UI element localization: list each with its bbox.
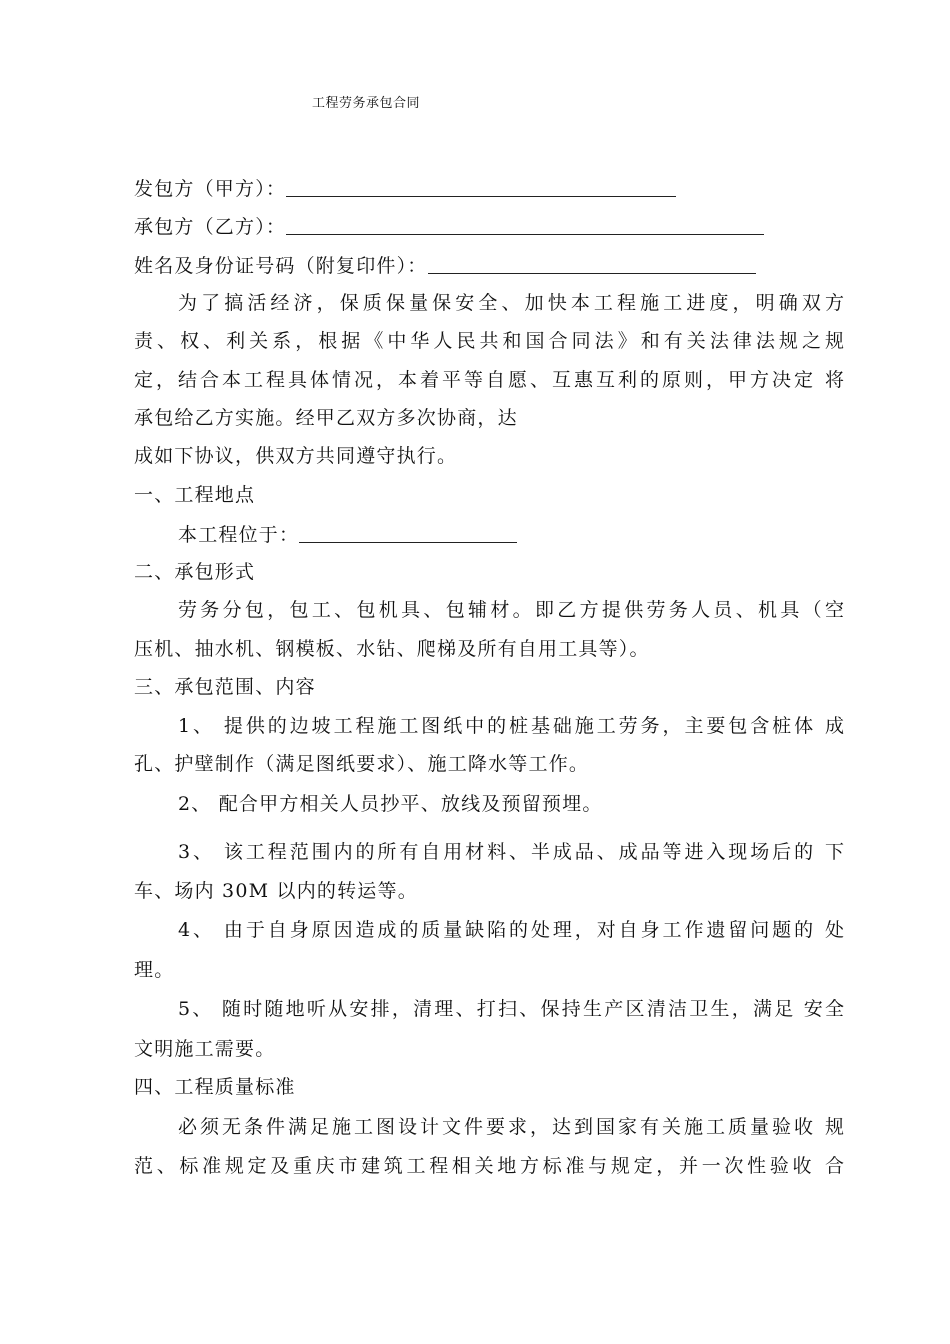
- list-item-line: 4、 由于自身原因造成的质量缺陷的处理，对自身工作遗留问题的 处: [178, 919, 844, 941]
- party-a-label: 发包方（甲方）：: [134, 178, 287, 200]
- id-number-blank: [428, 255, 756, 274]
- intro-line: 责、权、利关系，根据《中华人民共和国合同法》和有关法律法规之规: [134, 330, 844, 352]
- id-number-label: 姓名及身份证号码（附复印件）：: [134, 255, 428, 277]
- section-heading: 四、工程质量标准: [134, 1076, 296, 1098]
- section-heading: 一、工程地点: [134, 484, 256, 506]
- list-item-line: 3、 该工程范围内的所有自用材料、半成品、成品等进入现场后的 下: [178, 841, 844, 863]
- paragraph-line: 压机、抽水机、钢模板、水钻、爬梯及所有自用工具等）。: [134, 638, 650, 660]
- paragraph-line: 必须无条件满足施工图设计文件要求，达到国家有关施工质量验收 规: [178, 1116, 844, 1138]
- location-line: [178, 522, 844, 547]
- list-item-line: 2、 配合甲方相关人员抄平、放线及预留预埋。: [178, 793, 603, 815]
- section-heading: 三、承包范围、内容: [134, 676, 316, 698]
- intro-line: 定，结合本工程具体情况，本着平等自愿、互惠互利的原则，甲方决定 将: [134, 369, 844, 391]
- intro-line: 成如下协议，供双方共同遵守执行。: [134, 445, 458, 467]
- list-item-line: 5、 随时随地听从安排，清理、打扫、保持生产区清洁卫生，满足 安全: [178, 998, 844, 1020]
- list-item-line: 1、 提供的边坡工程施工图纸中的桩基础施工劳务，主要包含桩体 成: [178, 715, 844, 737]
- party-b-line: [134, 214, 844, 239]
- party-b-label: 承包方（乙方）：: [134, 216, 287, 238]
- document-title: 工程劳务承包合同: [312, 96, 421, 111]
- party-a-blank: [286, 178, 676, 197]
- id-number-line: [134, 253, 844, 278]
- party-a-line: [134, 176, 844, 201]
- list-item-line: 孔、护壁制作（满足图纸要求）、施工降水等工作。: [134, 753, 590, 775]
- paragraph-line: 劳务分包，包工、包机具、包辅材。即乙方提供劳务人员、机具（空: [178, 599, 844, 621]
- intro-line: 承包给乙方实施。经甲乙双方多次协商，达: [134, 407, 518, 429]
- list-item-line: 文明施工需要。: [134, 1038, 276, 1060]
- list-item-line: 理。: [134, 959, 175, 981]
- list-item-line: 车、场内 30M 以内的转运等。: [134, 880, 418, 902]
- paragraph-line: 范、标准规定及重庆市建筑工程相关地方标准与规定，并一次性验收 合: [134, 1155, 844, 1177]
- location-blank: [299, 524, 517, 543]
- intro-line: 为了搞活经济，保质保量保安全、加快本工程施工进度，明确双方: [178, 292, 844, 314]
- section-heading: 二、承包形式: [134, 561, 256, 583]
- location-label: 本工程位于：: [178, 524, 300, 546]
- party-b-blank: [286, 216, 764, 235]
